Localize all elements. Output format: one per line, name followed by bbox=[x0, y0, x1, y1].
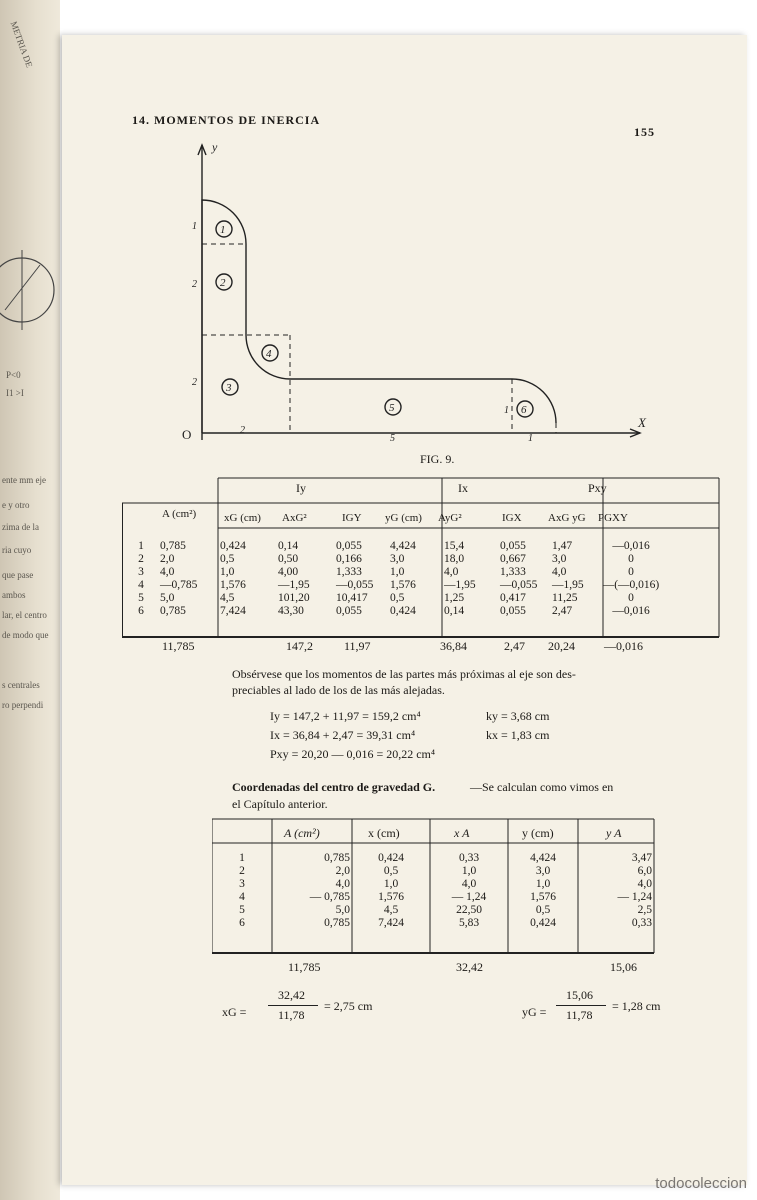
table-cell: 4,0 bbox=[444, 566, 459, 578]
table1 bbox=[124, 540, 664, 618]
table-cell: —(—0,016) bbox=[602, 579, 660, 591]
table1-col-header: yG (cm) bbox=[385, 512, 422, 524]
dim-label: 1 bbox=[504, 405, 509, 416]
table1-col-header: IGY bbox=[342, 512, 362, 524]
table-cell: 1,576 bbox=[378, 891, 404, 903]
table-cell: 1,333 bbox=[336, 566, 362, 578]
table1-total: 2,47 bbox=[504, 639, 525, 653]
formula-yg-den: 11,78 bbox=[566, 1008, 593, 1022]
table-cell: 0,785 bbox=[324, 852, 350, 864]
dim-label: 1 bbox=[528, 433, 533, 444]
table-cell: 0 bbox=[628, 553, 634, 565]
coord-text-2: el Capítulo anterior. bbox=[232, 797, 328, 811]
table-cell: 22,50 bbox=[456, 904, 482, 916]
table-cell: 1,0 bbox=[220, 566, 235, 578]
table1-col-header: PGXY bbox=[598, 512, 628, 524]
table-cell: 1,576 bbox=[530, 891, 556, 903]
table1-col-header: xG (cm) bbox=[224, 512, 261, 524]
row-index: 1 bbox=[138, 540, 144, 552]
table-cell: 0,33 bbox=[631, 917, 652, 929]
row-index: 5 bbox=[138, 592, 144, 604]
table1-col-header: A (cm²) bbox=[162, 508, 197, 520]
table-cell: 0 bbox=[628, 566, 634, 578]
fraction-bar bbox=[268, 1005, 318, 1006]
table1-col-header: IGX bbox=[502, 512, 522, 524]
table-cell: 0,14 bbox=[444, 605, 465, 617]
table-cell: 4,424 bbox=[390, 540, 416, 552]
figure-caption: FIG. 9. bbox=[420, 452, 455, 466]
part-label: 2 bbox=[220, 277, 226, 289]
y-axis-label: y bbox=[212, 140, 218, 154]
row-index: 4 bbox=[239, 891, 245, 903]
formula-xg-lhs: xG = bbox=[222, 1005, 247, 1019]
table-cell: 18,0 bbox=[444, 553, 465, 565]
table-cell: 4,5 bbox=[220, 592, 235, 604]
table-cell: 1,576 bbox=[220, 579, 246, 591]
table-cell: 0,055 bbox=[336, 605, 362, 617]
dim-label: 1 bbox=[192, 221, 197, 232]
table-cell: 15,4 bbox=[444, 540, 465, 552]
paragraph-line: preciables al lado de los de las más alejadas. bbox=[232, 683, 445, 697]
table-row bbox=[212, 852, 654, 865]
table-cell: —0,785 bbox=[160, 579, 198, 591]
equation-kx: kx = 1,83 cm bbox=[486, 728, 550, 742]
row-index: 2 bbox=[239, 865, 245, 877]
row-index: 6 bbox=[239, 917, 245, 929]
left-page-text: ria cuyo bbox=[2, 545, 32, 555]
left-page-text: lar, el centro bbox=[2, 610, 47, 620]
dim-label: 5 bbox=[390, 433, 395, 444]
table-cell: 0,055 bbox=[336, 540, 362, 552]
table-cell: 2,47 bbox=[552, 605, 573, 617]
left-page-text: METRIA DE bbox=[8, 20, 35, 69]
row-index: 6 bbox=[138, 605, 144, 617]
coord-text: —Se calculan como vimos en bbox=[470, 780, 614, 794]
table-cell: 0,667 bbox=[500, 553, 526, 565]
table-cell: 1,25 bbox=[444, 592, 465, 604]
table-row bbox=[124, 579, 664, 592]
left-page-text: e y otro bbox=[2, 500, 30, 510]
table-cell: 4,0 bbox=[335, 878, 350, 890]
table-cell: 0,417 bbox=[500, 592, 526, 604]
table-cell: 3,47 bbox=[631, 852, 652, 864]
table2-col-header: A (cm²) bbox=[284, 826, 320, 840]
table-cell: 5,0 bbox=[335, 904, 350, 916]
table-cell: 0,5 bbox=[220, 553, 235, 565]
table-cell: 5,0 bbox=[160, 592, 175, 604]
table-cell: 0,424 bbox=[378, 852, 404, 864]
table1-col-header: AxG² bbox=[282, 512, 307, 524]
table-cell: —1,95 bbox=[552, 579, 584, 591]
formula-xg-num: 32,42 bbox=[278, 988, 305, 1002]
left-page-text: P<0 bbox=[6, 370, 21, 380]
table-row bbox=[212, 917, 654, 930]
origin-label: O bbox=[182, 427, 192, 442]
table-row bbox=[212, 904, 654, 917]
formula-xg-rhs: = 2,75 cm bbox=[324, 999, 373, 1013]
table-cell: 0,055 bbox=[500, 605, 526, 617]
table-cell: 0,14 bbox=[278, 540, 299, 552]
table-cell: 2,0 bbox=[335, 865, 350, 877]
figure-9 bbox=[162, 135, 652, 465]
formula-xg-den: 11,78 bbox=[278, 1008, 305, 1022]
table1-group-ix: Ix bbox=[458, 481, 468, 495]
table-cell: 101,20 bbox=[278, 592, 310, 604]
table1-group-pxy: Pxy bbox=[588, 481, 607, 495]
table-cell: 0,50 bbox=[278, 553, 299, 565]
table-cell: 1,0 bbox=[461, 865, 477, 877]
table-cell: 4,0 bbox=[461, 878, 477, 890]
table-cell: 0,424 bbox=[390, 605, 416, 617]
table-row bbox=[124, 592, 664, 605]
row-index: 3 bbox=[138, 566, 144, 578]
table-cell: 7,424 bbox=[220, 605, 246, 617]
section-header: 14. MOMENTOS DE INERCIA bbox=[132, 113, 321, 127]
table-cell: 43,30 bbox=[278, 605, 304, 617]
left-page-text: ambos bbox=[2, 590, 26, 600]
table-cell: 0,055 bbox=[500, 540, 526, 552]
table-cell: 11,25 bbox=[552, 592, 578, 604]
table-cell: 4,0 bbox=[637, 878, 652, 890]
coord-heading: Coordenadas del centro de gravedad G. bbox=[232, 780, 436, 794]
table-cell: 1,576 bbox=[390, 579, 416, 591]
table-cell: 1,0 bbox=[535, 878, 551, 890]
table2-total: 15,06 bbox=[610, 960, 637, 974]
table-cell: 3,0 bbox=[535, 865, 551, 877]
table-cell: 4,00 bbox=[278, 566, 299, 578]
table-cell: 0,785 bbox=[160, 540, 186, 552]
table-row bbox=[212, 865, 654, 878]
table-cell: 5,83 bbox=[458, 917, 480, 929]
table-row bbox=[124, 566, 664, 579]
table-cell: 0,424 bbox=[530, 917, 556, 929]
table-cell: 0,166 bbox=[336, 553, 362, 565]
table-cell: 2,0 bbox=[160, 553, 175, 565]
equation-iy: Iy = 147,2 + 11,97 = 159,2 cm⁴ bbox=[270, 709, 421, 723]
part-label: 4 bbox=[266, 348, 272, 360]
table1-col-header: AxG yG bbox=[548, 512, 586, 524]
part-label: 1 bbox=[220, 224, 226, 236]
table2-total: 11,785 bbox=[288, 960, 321, 974]
table-cell: — 0,785 bbox=[309, 891, 350, 903]
table1-group-iy: Iy bbox=[296, 481, 306, 495]
book-page bbox=[62, 35, 747, 1185]
table-cell: —1,95 bbox=[278, 579, 310, 591]
table-cell: 4,0 bbox=[552, 566, 567, 578]
table-cell: 0,5 bbox=[535, 904, 551, 916]
table-cell: 0,785 bbox=[324, 917, 350, 929]
left-page-text: ente mm eje bbox=[2, 475, 46, 485]
table-cell: 4,424 bbox=[530, 852, 556, 864]
table2-col-header: y (cm) bbox=[522, 826, 554, 840]
row-index: 3 bbox=[239, 878, 245, 890]
table-row bbox=[124, 553, 664, 566]
table1-total: 20,24 bbox=[548, 639, 575, 653]
dim-label: 2 bbox=[192, 377, 197, 388]
table-cell: 0 bbox=[628, 592, 634, 604]
table-cell: —0,055 bbox=[500, 579, 538, 591]
table1-total: 147,2 bbox=[286, 639, 313, 653]
table-cell: 4,0 bbox=[160, 566, 175, 578]
dim-label: 2 bbox=[192, 279, 197, 290]
part-label: 6 bbox=[521, 404, 527, 416]
dim-label: 2 bbox=[240, 425, 245, 436]
section-outline bbox=[202, 200, 556, 433]
table1-total: —0,016 bbox=[604, 639, 643, 653]
left-page-edge bbox=[0, 0, 60, 1200]
table-cell: 6,0 bbox=[637, 865, 652, 877]
left-page-text: s centrales bbox=[2, 680, 40, 690]
table-cell: — 1,24 bbox=[451, 891, 487, 903]
table2-col-header: y A bbox=[606, 826, 622, 840]
table-cell: 1,333 bbox=[500, 566, 526, 578]
table-cell: 3,0 bbox=[390, 553, 405, 565]
equation-ix: Ix = 36,84 + 2,47 = 39,31 cm⁴ bbox=[270, 728, 416, 742]
row-index: 1 bbox=[239, 852, 245, 864]
fraction-bar bbox=[556, 1005, 606, 1006]
page-number: 155 bbox=[634, 125, 655, 139]
formula-yg-lhs: yG = bbox=[522, 1005, 547, 1019]
formula-yg-rhs: = 1,28 cm bbox=[612, 999, 661, 1013]
table1-total: 11,97 bbox=[344, 639, 371, 653]
table-row bbox=[124, 540, 664, 553]
paragraph-line: Obsérvese que los momentos de las partes más próximas al eje son des- bbox=[232, 667, 576, 681]
part-label: 5 bbox=[389, 402, 395, 414]
table2-col-header: x (cm) bbox=[368, 826, 400, 840]
table-cell: — 1,24 bbox=[617, 891, 652, 903]
x-axis-label: X bbox=[638, 415, 646, 430]
left-page-text: ro perpendi bbox=[2, 700, 44, 710]
table1-col-header: AyG² bbox=[438, 512, 462, 524]
table-cell: 7,424 bbox=[378, 917, 404, 929]
table-row bbox=[212, 878, 654, 891]
left-page-text: zima de la bbox=[2, 522, 39, 532]
formula-yg-num: 15,06 bbox=[566, 988, 593, 1002]
left-page-circle-drawing bbox=[0, 230, 58, 350]
row-index: 5 bbox=[239, 904, 245, 916]
equation-pxy: Pxy = 20,20 — 0,016 = 20,22 cm⁴ bbox=[270, 747, 436, 761]
table-cell: 0,33 bbox=[458, 852, 480, 864]
table2-col-header: x A bbox=[454, 826, 470, 840]
row-index: 4 bbox=[138, 579, 144, 591]
table-cell: 4,5 bbox=[383, 904, 399, 916]
table-cell: 0,785 bbox=[160, 605, 186, 617]
table2 bbox=[212, 852, 654, 930]
table-cell: 3,0 bbox=[552, 553, 567, 565]
table1-total: 36,84 bbox=[440, 639, 467, 653]
table-cell: 0,424 bbox=[220, 540, 246, 552]
equation-ky: ky = 3,68 cm bbox=[486, 709, 550, 723]
table-cell: 1,0 bbox=[383, 878, 399, 890]
table-cell: —1,95 bbox=[444, 579, 476, 591]
left-page-text: de modo que bbox=[2, 630, 49, 640]
table-cell: 1,0 bbox=[390, 566, 405, 578]
watermark: todocoleccion bbox=[655, 1175, 747, 1192]
table-row bbox=[124, 605, 664, 618]
table-cell: 0,5 bbox=[383, 865, 399, 877]
table-cell: 0,5 bbox=[390, 592, 405, 604]
table-cell: 10,417 bbox=[336, 592, 368, 604]
table-cell: 2,5 bbox=[637, 904, 652, 916]
table-cell: —0,055 bbox=[336, 579, 374, 591]
left-page-text: que pase bbox=[2, 570, 34, 580]
table-row bbox=[212, 891, 654, 904]
row-index: 2 bbox=[138, 553, 144, 565]
table-cell: —0,016 bbox=[612, 540, 650, 552]
table-cell: 1,47 bbox=[552, 540, 573, 552]
table-cell: —0,016 bbox=[612, 605, 650, 617]
table2-total: 32,42 bbox=[456, 960, 483, 974]
table1-total: 11,785 bbox=[162, 639, 195, 653]
part-label: 3 bbox=[226, 382, 232, 394]
left-page-text: I1 >I bbox=[6, 388, 24, 398]
